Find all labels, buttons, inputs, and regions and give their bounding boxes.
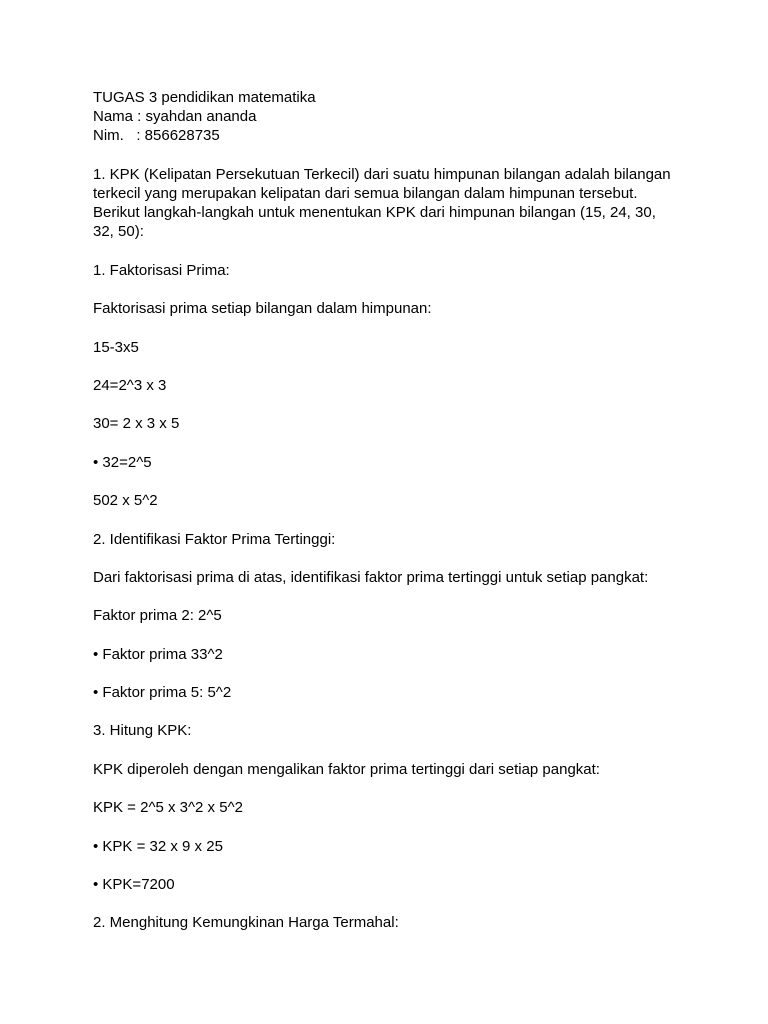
intro-line: Berikut langkah-langkah untuk menentukan KPK dari himpunan bilangan (15, 24, 30, bbox=[93, 204, 656, 222]
step1-description: Faktorisasi prima setiap bilangan dalam himpunan: bbox=[93, 300, 432, 318]
step3-description: KPK diperoleh dengan mengalikan faktor prima tertinggi dari setiap pangkat: bbox=[93, 760, 600, 778]
factorization-item: 502 x 5^2 bbox=[93, 492, 158, 510]
step2-heading: 2. Identifikasi Faktor Prima Tertinggi: bbox=[93, 530, 336, 548]
next-section-heading: 2. Menghitung Kemungkinan Harga Termahal: bbox=[93, 914, 399, 932]
factorization-item: • 32=2^5 bbox=[93, 453, 152, 471]
factorization-item: 24=2^3 x 3 bbox=[93, 376, 167, 394]
document-title: TUGAS 3 pendidikan matematika bbox=[93, 89, 316, 106]
kpk-item: KPK = 2^5 x 3^2 x 5^2 bbox=[93, 799, 243, 817]
kpk-item: • KPK = 32 x 9 x 25 bbox=[93, 837, 223, 855]
step1-heading: 1. Faktorisasi Prima: bbox=[93, 261, 230, 279]
step3-heading: 3. Hitung KPK: bbox=[93, 722, 192, 740]
student-nim: Nim. : 856628735 bbox=[93, 127, 220, 145]
prime-factor-item: Faktor prima 2: 2^5 bbox=[93, 607, 222, 625]
prime-factor-item: • Faktor prima 5: 5^2 bbox=[93, 684, 232, 702]
intro-line: terkecil yang merupakan kelipatan dari semua bilangan dalam himpunan tersebut. bbox=[93, 185, 638, 202]
factorization-item: 30= 2 x 3 x 5 bbox=[93, 415, 180, 433]
header-block bbox=[93, 88, 693, 146]
student-name: Nama : syahdan ananda bbox=[93, 108, 257, 126]
intro-line: 1. KPK (Kelipatan Persekutuan Terkecil) dari suatu himpunan bilangan adalah bilangan bbox=[93, 165, 671, 183]
step2-description: Dari faktorisasi prima di atas, identifikasi faktor prima tertinggi untuk setiap pangkat: bbox=[93, 568, 649, 586]
factorization-item: 15-3x5 bbox=[93, 338, 139, 356]
prime-factor-item: • Faktor prima 33^2 bbox=[93, 645, 223, 663]
document-body bbox=[93, 88, 693, 933]
intro-line: 32, 50): bbox=[93, 223, 144, 241]
intro-paragraph bbox=[93, 165, 693, 242]
kpk-item: • KPK=7200 bbox=[93, 876, 175, 894]
